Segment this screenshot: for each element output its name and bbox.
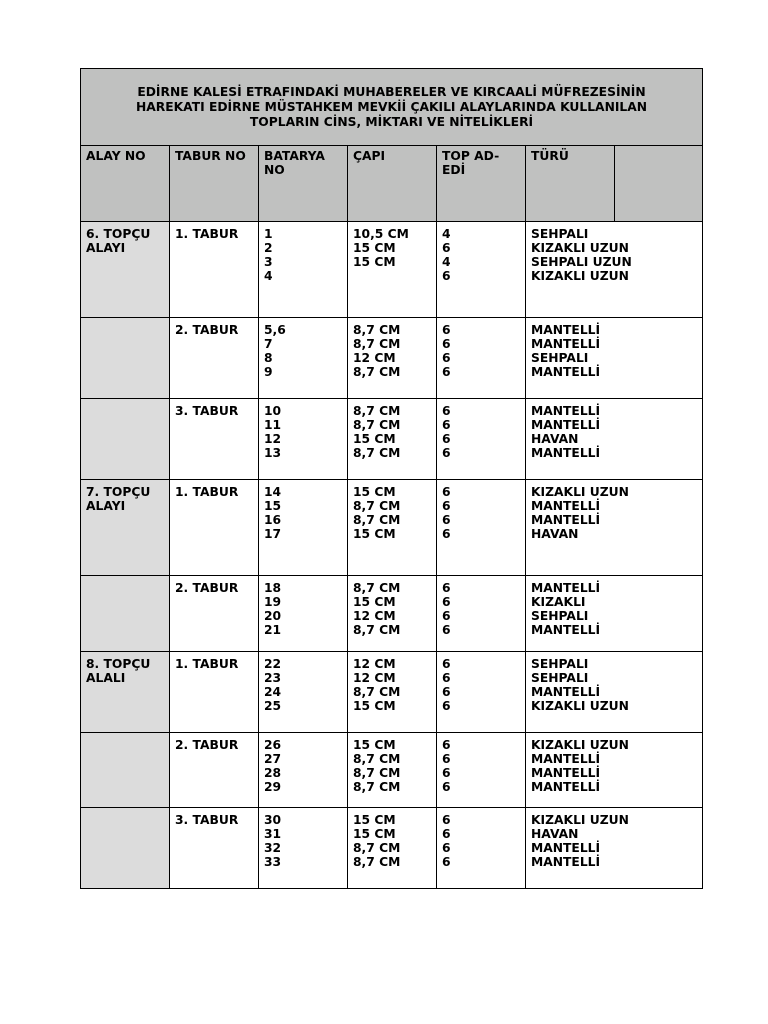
header-top-adedi (437, 146, 526, 222)
capi-value: 12 CM (353, 351, 396, 365)
batarya-value: 25 (264, 699, 282, 713)
batarya-value: 32 (264, 841, 282, 855)
adet-value: 6 (442, 269, 451, 283)
adet-cell (437, 399, 526, 480)
batarya-value: 9 (264, 365, 273, 379)
capi-value: 8,7 CM (353, 323, 401, 337)
artillery-table (80, 68, 703, 889)
table-row (81, 652, 703, 733)
tabur-label: 2. TABUR (175, 581, 239, 595)
adet-value: 6 (442, 752, 451, 766)
batarya-value: 29 (264, 780, 282, 794)
capi-value: 15 CM (353, 827, 396, 841)
turu-value: SEHPALI (531, 351, 589, 365)
alay-cell (81, 652, 170, 733)
capi-value: 8,7 CM (353, 499, 401, 513)
capi-value: 8,7 CM (353, 418, 401, 432)
header-alay-label: ALAY NO (86, 149, 146, 163)
batarya-value: 2 (264, 241, 273, 255)
adet-value: 6 (442, 738, 451, 752)
adet-value: 6 (442, 671, 451, 685)
batarya-value: 19 (264, 595, 282, 609)
turu-value: KIZAKLI UZUN (531, 738, 629, 752)
batarya-value: 17 (264, 527, 282, 541)
capi-value: 8,7 CM (353, 685, 401, 699)
turu-value: MANTELLİ (531, 513, 601, 527)
tabur-cell (170, 576, 259, 652)
capi-value: 15 CM (353, 595, 396, 609)
alay-label: ALAYI (86, 499, 126, 513)
capi-cell (348, 733, 437, 808)
batarya-value: 28 (264, 766, 282, 780)
alay-cell (81, 222, 170, 318)
adet-value: 6 (442, 780, 451, 794)
batarya-cell (259, 222, 348, 318)
batarya-value: 30 (264, 813, 282, 827)
table-title-cell (81, 69, 703, 146)
capi-value: 12 CM (353, 671, 396, 685)
tabur-cell (170, 222, 259, 318)
batarya-value: 11 (264, 418, 282, 432)
capi-value: 15 CM (353, 813, 396, 827)
capi-cell (348, 652, 437, 733)
capi-cell (348, 808, 437, 889)
header-capi-label: ÇAPI (353, 149, 386, 163)
adet-value: 6 (442, 841, 451, 855)
batarya-value: 22 (264, 657, 282, 671)
table-title: EDİRNE KALESİ ETRAFINDAKİ MUHABERELER VE KIRCAALİ MÜFREZESİNİN HAREKATI EDİRNE MÜSTAHKEM MEVKİİ ÇAKILI ALAYLARINDA KULLANILAN TOPLARIN CİNS, MİKTARI VE NİTELİKLERİ (135, 84, 648, 129)
alay-label: ALALI (86, 671, 126, 685)
turu-value: MANTELLİ (531, 418, 601, 432)
header-top-adedi-line: TOP AD- (442, 149, 500, 163)
header-turu (526, 146, 615, 222)
batarya-cell (259, 318, 348, 399)
turu-cell (526, 222, 703, 318)
table-row (81, 318, 703, 399)
adet-cell (437, 480, 526, 576)
tabur-cell (170, 808, 259, 889)
table-row (81, 576, 703, 652)
tabur-cell (170, 399, 259, 480)
turu-value: HAVAN (531, 432, 579, 446)
alay-label: 7. TOPÇU (86, 485, 151, 499)
turu-value: KIZAKLI UZUN (531, 813, 629, 827)
turu-value: SEHPALI (531, 657, 589, 671)
adet-value: 6 (442, 337, 451, 351)
turu-value: KIZAKLI UZUN (531, 241, 629, 255)
batarya-value: 3 (264, 255, 273, 269)
tabur-cell (170, 480, 259, 576)
tabur-label: 1. TABUR (175, 227, 239, 241)
capi-value: 15 CM (353, 738, 396, 752)
adet-value: 6 (442, 813, 451, 827)
capi-value: 15 CM (353, 432, 396, 446)
adet-value: 6 (442, 657, 451, 671)
adet-value: 6 (442, 432, 451, 446)
batarya-value: 21 (264, 623, 282, 637)
capi-value: 12 CM (353, 657, 396, 671)
alay-cell (81, 733, 170, 808)
turu-value: MANTELLİ (531, 855, 601, 869)
header-capi (348, 146, 437, 222)
capi-value: 8,7 CM (353, 446, 401, 460)
adet-cell (437, 318, 526, 399)
batarya-value: 15 (264, 499, 282, 513)
capi-value: 8,7 CM (353, 337, 401, 351)
batarya-value: 4 (264, 269, 273, 283)
capi-value: 10,5 CM (353, 227, 409, 241)
turu-value: SEHPALI UZUN (531, 255, 632, 269)
capi-value: 8,7 CM (353, 623, 401, 637)
adet-value: 6 (442, 446, 451, 460)
adet-value: 6 (442, 418, 451, 432)
adet-value: 6 (442, 365, 451, 379)
adet-value: 6 (442, 404, 451, 418)
header-turu-label: TÜRÜ (531, 149, 569, 163)
turu-value: MANTELLİ (531, 404, 601, 418)
adet-value: 6 (442, 699, 451, 713)
tabur-cell (170, 318, 259, 399)
turu-value: SEHPALI (531, 609, 589, 623)
alay-cell (81, 808, 170, 889)
tabur-label: 3. TABUR (175, 404, 239, 418)
batarya-cell (259, 808, 348, 889)
alay-cell (81, 318, 170, 399)
capi-value: 15 CM (353, 527, 396, 541)
capi-cell (348, 318, 437, 399)
turu-value: KIZAKLI UZUN (531, 269, 629, 283)
batarya-cell (259, 576, 348, 652)
adet-cell (437, 576, 526, 652)
adet-value: 6 (442, 623, 451, 637)
table-row (81, 480, 703, 576)
adet-value: 6 (442, 827, 451, 841)
table-row (81, 222, 703, 318)
adet-value: 6 (442, 499, 451, 513)
batarya-cell (259, 733, 348, 808)
turu-value: MANTELLİ (531, 337, 601, 351)
turu-value: MANTELLİ (531, 499, 601, 513)
capi-value: 15 CM (353, 255, 396, 269)
batarya-value: 20 (264, 609, 282, 623)
turu-value: MANTELLİ (531, 446, 601, 460)
batarya-value: 23 (264, 671, 282, 685)
turu-value: KIZAKLI (531, 595, 586, 609)
turu-value: MANTELLİ (531, 623, 601, 637)
capi-cell (348, 399, 437, 480)
capi-value: 8,7 CM (353, 855, 401, 869)
turu-cell (526, 808, 703, 889)
turu-value: MANTELLİ (531, 323, 601, 337)
adet-value: 6 (442, 527, 451, 541)
turu-cell (526, 733, 703, 808)
adet-value: 6 (442, 855, 451, 869)
adet-value: 4 (442, 255, 451, 269)
capi-value: 15 CM (353, 699, 396, 713)
capi-value: 8,7 CM (353, 752, 401, 766)
capi-value: 8,7 CM (353, 365, 401, 379)
alay-label: 8. TOPÇU (86, 657, 151, 671)
turu-value: SEHPALI (531, 227, 589, 241)
adet-value: 6 (442, 581, 451, 595)
batarya-cell (259, 399, 348, 480)
adet-cell (437, 733, 526, 808)
batarya-value: 7 (264, 337, 273, 351)
capi-cell (348, 576, 437, 652)
header-batarya-line: NO (264, 163, 285, 177)
adet-cell (437, 808, 526, 889)
alay-label: ALAYI (86, 241, 126, 255)
adet-value: 6 (442, 485, 451, 499)
capi-value: 8,7 CM (353, 581, 401, 595)
capi-value: 8,7 CM (353, 841, 401, 855)
alay-label: 6. TOPÇU (86, 227, 151, 241)
header-batarya-line: BATARYA (264, 149, 325, 163)
adet-value: 6 (442, 609, 451, 623)
batarya-value: 5,6 (264, 323, 286, 337)
turu-cell (526, 480, 703, 576)
turu-value: MANTELLİ (531, 365, 601, 379)
table-row (81, 733, 703, 808)
batarya-value: 13 (264, 446, 282, 460)
batarya-value: 8 (264, 351, 273, 365)
tabur-label: 2. TABUR (175, 738, 239, 752)
turu-value: MANTELLİ (531, 841, 601, 855)
header-top-adedi-line: EDİ (442, 163, 466, 177)
adet-value: 6 (442, 595, 451, 609)
batarya-value: 10 (264, 404, 282, 418)
adet-value: 4 (442, 227, 451, 241)
turu-value: SEHPALI (531, 671, 589, 685)
batarya-value: 24 (264, 685, 282, 699)
tabur-label: 2. TABUR (175, 323, 239, 337)
tabur-label: 1. TABUR (175, 657, 239, 671)
alay-cell (81, 576, 170, 652)
capi-value: 8,7 CM (353, 780, 401, 794)
adet-value: 6 (442, 685, 451, 699)
turu-value: KIZAKLI UZUN (531, 699, 629, 713)
batarya-value: 26 (264, 738, 282, 752)
header-tabur (170, 146, 259, 222)
capi-value: 12 CM (353, 609, 396, 623)
capi-cell (348, 222, 437, 318)
batarya-value: 1 (264, 227, 273, 241)
turu-cell (526, 318, 703, 399)
turu-value: HAVAN (531, 527, 579, 541)
tabur-cell (170, 733, 259, 808)
batarya-cell (259, 652, 348, 733)
tabur-cell (170, 652, 259, 733)
turu-cell (526, 399, 703, 480)
batarya-value: 14 (264, 485, 282, 499)
turu-value: MANTELLİ (531, 752, 601, 766)
capi-value: 15 CM (353, 241, 396, 255)
turu-value: MANTELLİ (531, 780, 601, 794)
adet-cell (437, 222, 526, 318)
capi-value: 15 CM (353, 485, 396, 499)
batarya-value: 16 (264, 513, 282, 527)
adet-value: 6 (442, 351, 451, 365)
turu-value: MANTELLİ (531, 581, 601, 595)
capi-value: 8,7 CM (353, 404, 401, 418)
table-row (81, 808, 703, 889)
batarya-value: 12 (264, 432, 282, 446)
alay-cell (81, 480, 170, 576)
header-tabur-label: TABUR NO (175, 149, 246, 163)
turu-cell (526, 652, 703, 733)
turu-value: MANTELLİ (531, 766, 601, 780)
turu-value: HAVAN (531, 827, 579, 841)
table-row (81, 399, 703, 480)
batarya-value: 18 (264, 581, 282, 595)
turu-value: MANTELLİ (531, 685, 601, 699)
alay-cell (81, 399, 170, 480)
adet-cell (437, 652, 526, 733)
capi-value: 8,7 CM (353, 766, 401, 780)
header-batarya (259, 146, 348, 222)
header-alay (81, 146, 170, 222)
adet-value: 6 (442, 766, 451, 780)
capi-cell (348, 480, 437, 576)
adet-value: 6 (442, 513, 451, 527)
header-empty (615, 146, 703, 222)
batarya-cell (259, 480, 348, 576)
adet-value: 6 (442, 241, 451, 255)
batarya-value: 33 (264, 855, 282, 869)
batarya-value: 31 (264, 827, 282, 841)
batarya-value: 27 (264, 752, 282, 766)
adet-value: 6 (442, 323, 451, 337)
tabur-label: 3. TABUR (175, 813, 239, 827)
turu-cell (526, 576, 703, 652)
tabur-label: 1. TABUR (175, 485, 239, 499)
capi-value: 8,7 CM (353, 513, 401, 527)
turu-value: KIZAKLI UZUN (531, 485, 629, 499)
